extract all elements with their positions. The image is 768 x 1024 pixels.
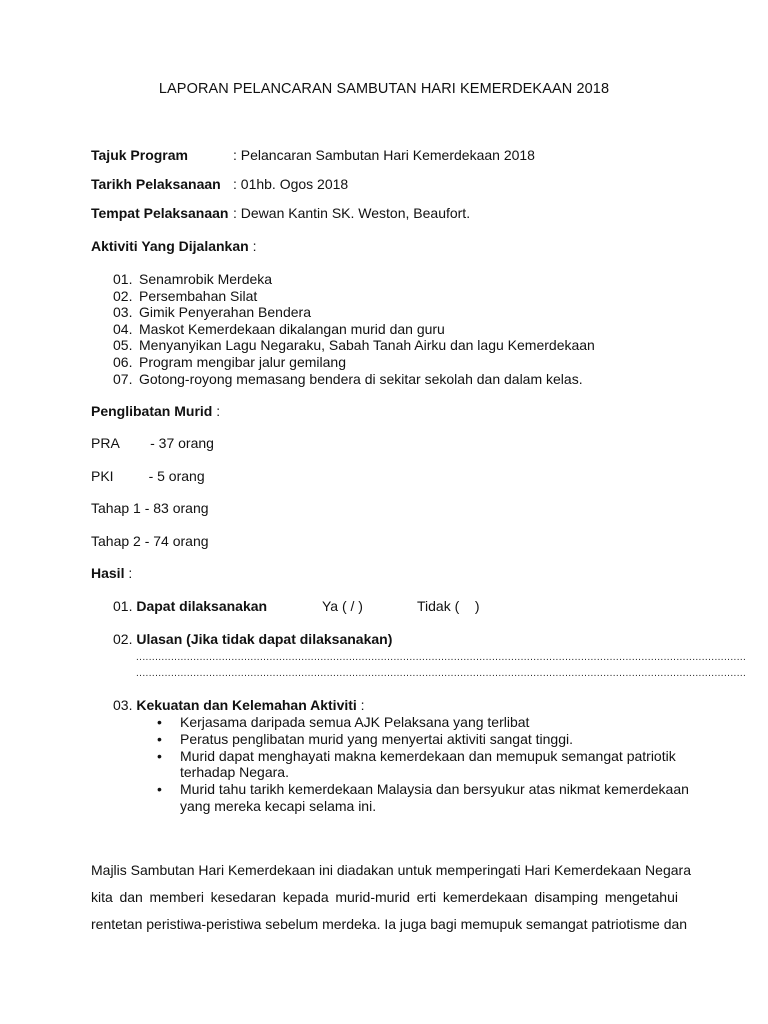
participation-pra: PRA - 37 orang [91, 435, 214, 451]
list-item [113, 371, 595, 388]
paragraph-line-1: Majlis Sambutan Hari Kemerdekaan ini diadakan untuk memperingati Hari Kemerdekaan Negara [91, 862, 691, 878]
list-item [113, 288, 595, 305]
bullet-text: Murid tahu tarikh kemerdekaan Malaysia dan bersyukur atas nikmat kemerdekaan yang mereka kecapi selama ini. [180, 781, 689, 814]
dotted-line-2: ................................................................................................................................................................................................ [136, 668, 747, 679]
list-item [113, 271, 595, 288]
program-value: : Pelancaran Sambutan Hari Kemerdekaan 2018 [233, 147, 535, 163]
bullet-text: Kerjasama daripada semua AJK Pelaksana yang terlibat [180, 714, 530, 730]
paragraph-line-3: rentetan peristiwa-peristiwa sebelum merdeka. Ia juga bagi memupuk semangat patriotisme dan [91, 916, 688, 932]
result-1-number: 01. [113, 598, 133, 614]
dotted-line-1: ................................................................................................................................................................................................ [136, 652, 747, 663]
result-1-no: Tidak ( ) [417, 598, 480, 614]
item-number: 07. [113, 370, 133, 387]
item-label: Program mengibar jalur gemilang [139, 353, 346, 370]
result-1-yes: Ya ( / ) [322, 598, 363, 614]
item-label: Gimik Penyerahan Bendera [139, 304, 311, 321]
item-label: Persembahan Silat [139, 287, 258, 304]
result-3-number: 03. [113, 697, 133, 713]
activities-list [113, 271, 595, 387]
venue-value: : Dewan Kantin SK. Weston, Beaufort. [233, 205, 471, 221]
participation-pki: PKI - 5 orang [91, 468, 205, 484]
result-3 [113, 697, 365, 713]
list-item [136, 748, 696, 782]
results-heading-text: Hasil [91, 565, 125, 581]
bullet-text: Murid dapat menghayati makna kemerdekaan dan memupuk semangat patriotik terhadap Negara. [180, 747, 676, 781]
paragraph-line-2: kita dan memberi kesedaran kepada murid-murid erti kemerdekaan disamping mengetahui [91, 889, 678, 905]
result-1 [113, 598, 267, 614]
bullet-text: Peratus penglibatan murid yang menyertai aktiviti sangat tinggi. [180, 730, 573, 747]
bullet-icon: • [157, 781, 162, 798]
list-item [113, 321, 595, 338]
list-item [136, 714, 696, 731]
item-number: 05. [113, 337, 133, 354]
item-number: 06. [113, 353, 133, 370]
list-item [113, 304, 595, 321]
item-number: 02. [113, 287, 133, 304]
participation-tahap2: Tahap 2 - 74 orang [91, 533, 209, 549]
activities-heading-text: Aktiviti Yang Dijalankan [91, 238, 249, 254]
participation-heading [91, 403, 220, 419]
results-heading [91, 565, 132, 581]
date-value: : 01hb. Ogos 2018 [233, 176, 349, 192]
list-item [136, 781, 696, 815]
strengths-list [136, 714, 696, 815]
item-label: Maskot Kemerdekaan dikalangan murid dan guru [139, 320, 445, 337]
results-heading-colon: : [124, 565, 133, 581]
result-3-label: Kekuatan dan Kelemahan Aktiviti [136, 697, 357, 713]
item-label: Gotong-royong memasang bendera di sekitar sekolah dan dalam kelas. [139, 370, 583, 387]
item-number: 04. [113, 320, 133, 337]
participation-heading-colon: : [212, 403, 221, 419]
participation-tahap1: Tahap 1 - 83 orang [91, 500, 209, 516]
item-number: 03. [113, 304, 133, 321]
report-title: LAPORAN PELANCARAN SAMBUTAN HARI KEMERDEKAAN 2018 [158, 81, 610, 97]
result-3-colon: : [356, 697, 365, 713]
item-number: 01. [113, 271, 133, 287]
item-label: Menyanyikan Lagu Negaraku, Sabah Tanah Airku dan lagu Kemerdekaan [139, 337, 595, 354]
bullet-icon: • [157, 747, 162, 764]
bullet-icon: • [157, 714, 162, 730]
item-label: Senamrobik Merdeka [139, 271, 273, 287]
venue-label: Tempat Pelaksanaan [91, 205, 229, 221]
result-1-label: Dapat dilaksanakan [136, 598, 268, 614]
result-2 [113, 631, 392, 647]
activities-heading-colon: : [248, 238, 257, 254]
list-item [113, 354, 595, 371]
result-2-number: 02. [113, 631, 133, 647]
bullet-icon: • [157, 730, 162, 747]
participation-heading-text: Penglibatan Murid [91, 403, 213, 419]
list-item [136, 731, 696, 748]
date-label: Tarikh Pelaksanaan [91, 176, 221, 192]
activities-heading [91, 238, 256, 254]
list-item [113, 337, 595, 354]
program-label: Tajuk Program [91, 147, 188, 163]
result-2-label: Ulasan (Jika tidak dapat dilaksanakan) [136, 631, 393, 647]
